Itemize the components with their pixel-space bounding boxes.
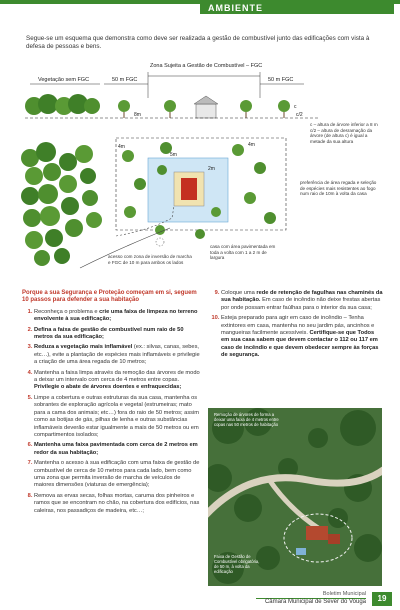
list-item: 5. Limpe a cobertura e outras estruturas da sua casa, mantenha os sobrantes de exploração agrícola e vegetal (estrumeiras; mato para a cama dos animais; etc…) fora do raio de 50 metros; assim como as botijas de gás, pilhas de lenha e outras substâncias inflamáveis deverão estar igualmente a mais de 50 metros ou em compartimentos isolados; xyxy=(34,395,200,439)
turnaround xyxy=(156,238,164,246)
list-item: 4. Mantenha a faixa limpa através da remoção das árvores de modo a deixar um intervalo com cerca de 4 metros entre copas. Privilegie o abate de árvores doentes e enfraquecidas; xyxy=(34,370,200,392)
fgc-50-right: 50 m FGC xyxy=(268,77,294,83)
legend-house: casa com área pavimentada em toda a volta com 1 a 2 m de largura xyxy=(210,244,276,261)
aerial-photo xyxy=(208,408,382,586)
list-item: 7. Mantenha o acesso à sua edificação com uma faixa de gestão de combustível de cerca de 10 metros para cada lado, bem como uma zona que permita inversão de marcha de veículos de maiores dimensões (viaturas de emergência); xyxy=(34,460,200,490)
tree-profile-row xyxy=(25,94,290,118)
intro-text: Segue-se um esquema que demonstra como deve ser realizada a gestão de combustível junto das edificações com vista à defesa de pessoas e bens. xyxy=(26,35,370,51)
list-item: 6. Mantenha uma faixa pavimentada com cerca de 2 metros em redor da sua habitação; xyxy=(34,442,200,457)
photo-caption-top: Remoção de árvores de forma a deixar uma faixa de 4 metros entre copas nas 50 metros de habitação xyxy=(214,412,279,427)
legend-access: acesso com zona de inversão de marcha e FGC de 10 m para ambos os lados xyxy=(108,254,192,265)
list-item: 3. Reduza a vegetação mais inflamável (ex.: silvas, canas, sebes, etc…), evite a plantação de espécies mais inflamáveis e privilegie a criação de uma área regada de 10 metros; xyxy=(34,344,200,366)
d-4m-left: 4m xyxy=(118,144,125,150)
footer-municipality: Câmara Municipal de Sever do Vouga xyxy=(264,599,366,605)
list-item: 8. Remova as ervas secas, folhas mortas, caruma dos pinheiros e ramos que se encontram no chão, na cobertura dos edifícios, nas caleiras, nos passadiços de madeira, etc…; xyxy=(34,493,200,515)
legend-height: c – altura de árvore inferior a 8 m c/2 – altura de desramação da árvore (de altura c) é igual a metade da sua altura xyxy=(310,122,378,144)
d-4m-right: 4m xyxy=(248,142,255,148)
dimension-lines xyxy=(30,72,304,98)
steps-list xyxy=(22,309,200,515)
fuel-management-diagram xyxy=(20,58,382,280)
steps-lead: Porque a sua Segurança e Proteção começam em si, seguem 10 passos para defender a sua habitação xyxy=(22,290,197,304)
steps-right-column xyxy=(209,290,383,363)
c-label: c xyxy=(294,104,297,110)
c2-label: c/2 xyxy=(296,112,303,118)
zone-title: Zona Sujeita a Gestão de Combustível – FGC xyxy=(150,63,263,69)
list-item: 2. Defina a faixa de gestão de combustível num raio de 50 metros da sua edificação; xyxy=(34,327,200,342)
h-8m: 8m xyxy=(134,112,141,118)
list-item: 10. Esteja preparado para agir em caso de incêndio – Tenha extintores em casa, mantenha no seu jardim pás, ancinhos e mangueiras facilmente acessíveis. Certifique-se que Todos em sua casa sabem que devem contactar o 112 ou 117 em caso de incêndio e que devem obedecer sempre às forças de segurança. xyxy=(221,315,383,359)
section-header xyxy=(0,0,400,14)
steps-list-continued xyxy=(209,290,383,360)
fgc-50-left: 50 m FGC xyxy=(112,77,138,83)
list-item: 9. Coloque uma rede de retenção de fagulhas nas chaminés da sua habitação. Em caso de incêndio não deixe frestas abertas por onde possam entrar faúlhas para o interior da sua casa; xyxy=(221,290,383,312)
house xyxy=(181,178,197,200)
building xyxy=(306,526,328,540)
section-tag: AMBIENTE xyxy=(200,2,394,14)
steps-left-column xyxy=(22,290,200,518)
page-footer xyxy=(0,590,400,610)
d-2m: 2m xyxy=(208,166,215,172)
pool xyxy=(296,548,306,555)
photo-caption-bottom: Faixa de Gestão de Combustível obrigatória, de 50 m, à volta da edificação xyxy=(214,554,260,574)
page-number: 19 xyxy=(372,592,392,606)
list-item: 1. Reconheça o problema e crie uma faixa de limpeza no terreno envolvente à sua edificação; xyxy=(34,309,200,324)
veg-sem-fgc: Vegetação sem FGC xyxy=(38,77,90,83)
legend-preference: preferência de área regada e seleção de espécies mais resistentes ao fogo num raio de 10m à volta da casa xyxy=(300,180,377,197)
building-annex xyxy=(328,534,340,544)
footer-bulletin: Boletim Municipal xyxy=(322,591,366,597)
d-5m: 5m xyxy=(170,152,177,158)
